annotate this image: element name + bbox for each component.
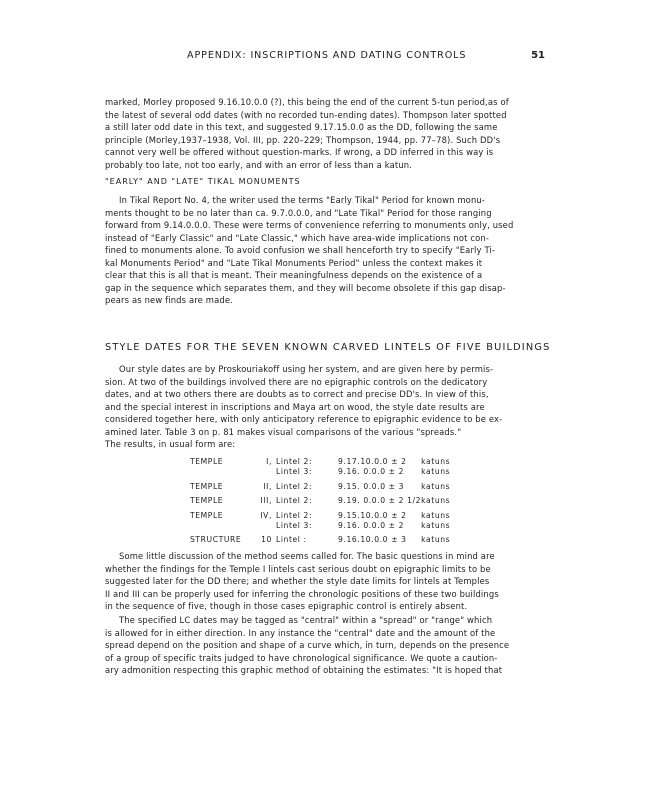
text-line: in the sequence of five, though in those cases epigraphic control is entirely absent. (105, 601, 468, 611)
style-date: 9.16. 0.0.0 ± 2 (338, 467, 405, 477)
section-heading: STYLE DATES FOR THE SEVEN KNOWN CARVED LINTELS OF FIVE BUILDINGS (105, 342, 551, 353)
style-date-results-table (190, 457, 461, 546)
text-line: forward from 9.14.0.0.0. These were terms of convenience referring to monuments only, used (105, 220, 514, 230)
text-line: amined later. Table 3 on p. 81 makes visual comparisons of the various "spreads." (105, 426, 462, 437)
text-line: marked, Morley proposed 9.16.10.0.0 (?), this being the end of the current 5-tun period,as of (105, 97, 509, 107)
text-line: instead of "Early Classic" and "Late Classic," which have area-wide implications not con- (105, 232, 490, 243)
date-unit: katuns (421, 467, 451, 477)
text-line: clear that this is all that is meant. Their meaningfulness depends on the existence of a (105, 270, 483, 280)
text-line: whether the findings for the Temple I lintels cast serious doubt on epigraphic limits to be (105, 563, 491, 574)
text-line: cannot very well be offered without question-marks. If wrong, a DD inferred in this way is (105, 147, 494, 157)
table-row (190, 492, 461, 506)
text-line: The results, in usual form are: (105, 439, 236, 449)
style-date: 9.15.10.0.0 ± 2 (338, 510, 407, 520)
building-number: II, (263, 481, 272, 491)
discussion-paragraph (105, 550, 551, 613)
date-unit: katuns (421, 481, 451, 491)
text-line: the latest of several odd dates (with no recorded tun-ending dates). Thompson later spotted (105, 109, 507, 120)
text-line: considered together here, with only anticipatory reference to epigraphic evidence to be ex- (105, 414, 503, 424)
text-line: II and III can be properly used for inferring the chronologic positions of these two buildings (105, 588, 499, 599)
building-number (250, 467, 276, 477)
text-line: a still later odd date in this text, and suggested 9.17.15.0.0 as the DD, following the same (105, 122, 498, 132)
text-line: is allowed for in either direction. In any instance the "central" date and the amount of the (105, 627, 496, 638)
page-number: 51 (531, 50, 545, 61)
lintel-label: Lintel : (276, 535, 307, 545)
text-line: principle (Morley,1937–1938, Vol. III, pp. 220–229; Thompson, 1944, pp. 77–78). Such DD's (105, 134, 501, 145)
style-date: 9.17.10.0.0 ± 2 (338, 457, 407, 466)
text-line: and the special interest in inscriptions and Maya art on wood, the style date results are (105, 401, 485, 412)
text-line: fined to monuments alone. To avoid confusion we shall henceforth try to specify "Early Ti- (105, 245, 496, 255)
building-number: III, (260, 496, 272, 506)
building-name: TEMPLE (190, 481, 224, 491)
table-row (190, 467, 461, 477)
building-name (190, 521, 250, 531)
text-line: of a group of specific traits judged to have chronological significance. We quote a caution- (105, 652, 498, 663)
running-header (100, 50, 545, 64)
text-line: dates, and at two others there are doubts as to correct and precise DD's. In view of this, (105, 389, 489, 399)
date-unit: katuns (421, 457, 451, 466)
date-unit: katuns (421, 510, 451, 520)
text-line: kal Monuments Period" and "Late Tikal Monuments Period" unless the context makes it (105, 257, 483, 268)
style-date: 9.16.10.0.0 ± 3 (338, 535, 407, 545)
text-line: Some little discussion of the method seems called for. The basic questions in mind are (119, 551, 495, 561)
table-row (190, 531, 461, 545)
text-line: In Tikal Report No. 4, the writer used the terms "Early Tikal" Period for known monu- (119, 195, 486, 205)
building-number: IV, (260, 510, 272, 520)
text-line: Our style dates are by Proskouriakoff using her system, and are given here by permis- (119, 364, 494, 374)
text-line: probably too late, not too early, and with an error of less than a katun. (105, 159, 413, 170)
subheading-early-late: "EARLY" AND "LATE" TIKAL MONUMENTS (105, 177, 301, 186)
building-name: TEMPLE (190, 496, 224, 506)
style-date: 9.15. 0.0.0 ± 3 (338, 481, 405, 491)
building-name: TEMPLE (190, 510, 224, 520)
lintel-label: Lintel 3: (276, 521, 313, 531)
text-line: pears as new finds are made. (105, 295, 233, 305)
building-number: 10 (261, 535, 272, 545)
text-line: The specified LC dates may be tagged as "central" within a "spread" or "range" which (119, 615, 493, 625)
text-line: gap in the sequence which separates them, and they will become obsolete if this gap disap- (105, 282, 506, 293)
table-row (190, 507, 461, 521)
lc-dates-paragraph (105, 614, 551, 677)
lintel-label: Lintel 2: (276, 510, 313, 520)
lintel-label: Lintel 3: (276, 467, 313, 477)
text-line: ments thought to be no later than ca. 9.7.0.0.0, and "Late Tikal" Period for those ranging (105, 207, 492, 218)
text-line: spread depend on the position and shape of a curve which, in turn, depends on the presence (105, 640, 510, 650)
building-number (250, 521, 276, 531)
style-date: 9.16. 0.0.0 ± 2 (338, 521, 405, 531)
intro-paragraph (105, 96, 551, 171)
date-unit: katuns (421, 496, 451, 506)
text-line: sion. At two of the buildings involved there are no epigraphic controls on the dedicatory (105, 376, 488, 387)
tikal-paragraph (105, 194, 551, 307)
table-row (190, 521, 461, 531)
lintel-label: Lintel 2: (276, 496, 313, 506)
lintel-label: Lintel 2: (276, 457, 313, 466)
text-line: ary admonition respecting this graphic method of obtaining the estimates: "It is hoped that (105, 665, 503, 675)
building-number: I, (266, 457, 272, 466)
style-date: 9.19. 0.0.0 ± 2 1/2 (338, 496, 422, 506)
building-name: TEMPLE (190, 457, 224, 466)
building-name (190, 467, 250, 477)
date-unit: katuns (421, 535, 451, 545)
lintel-label: Lintel 2: (276, 481, 313, 491)
table-row (190, 457, 461, 467)
building-name: STRUCTURE (190, 535, 242, 545)
text-line: suggested later for the DD there; and whether the style date limits for lintels at Temples (105, 576, 490, 586)
running-title: APPENDIX: INSCRIPTIONS AND DATING CONTROLS (187, 50, 467, 61)
table-row (190, 478, 461, 492)
date-unit: katuns (421, 521, 451, 531)
style-dates-paragraph (105, 363, 551, 451)
